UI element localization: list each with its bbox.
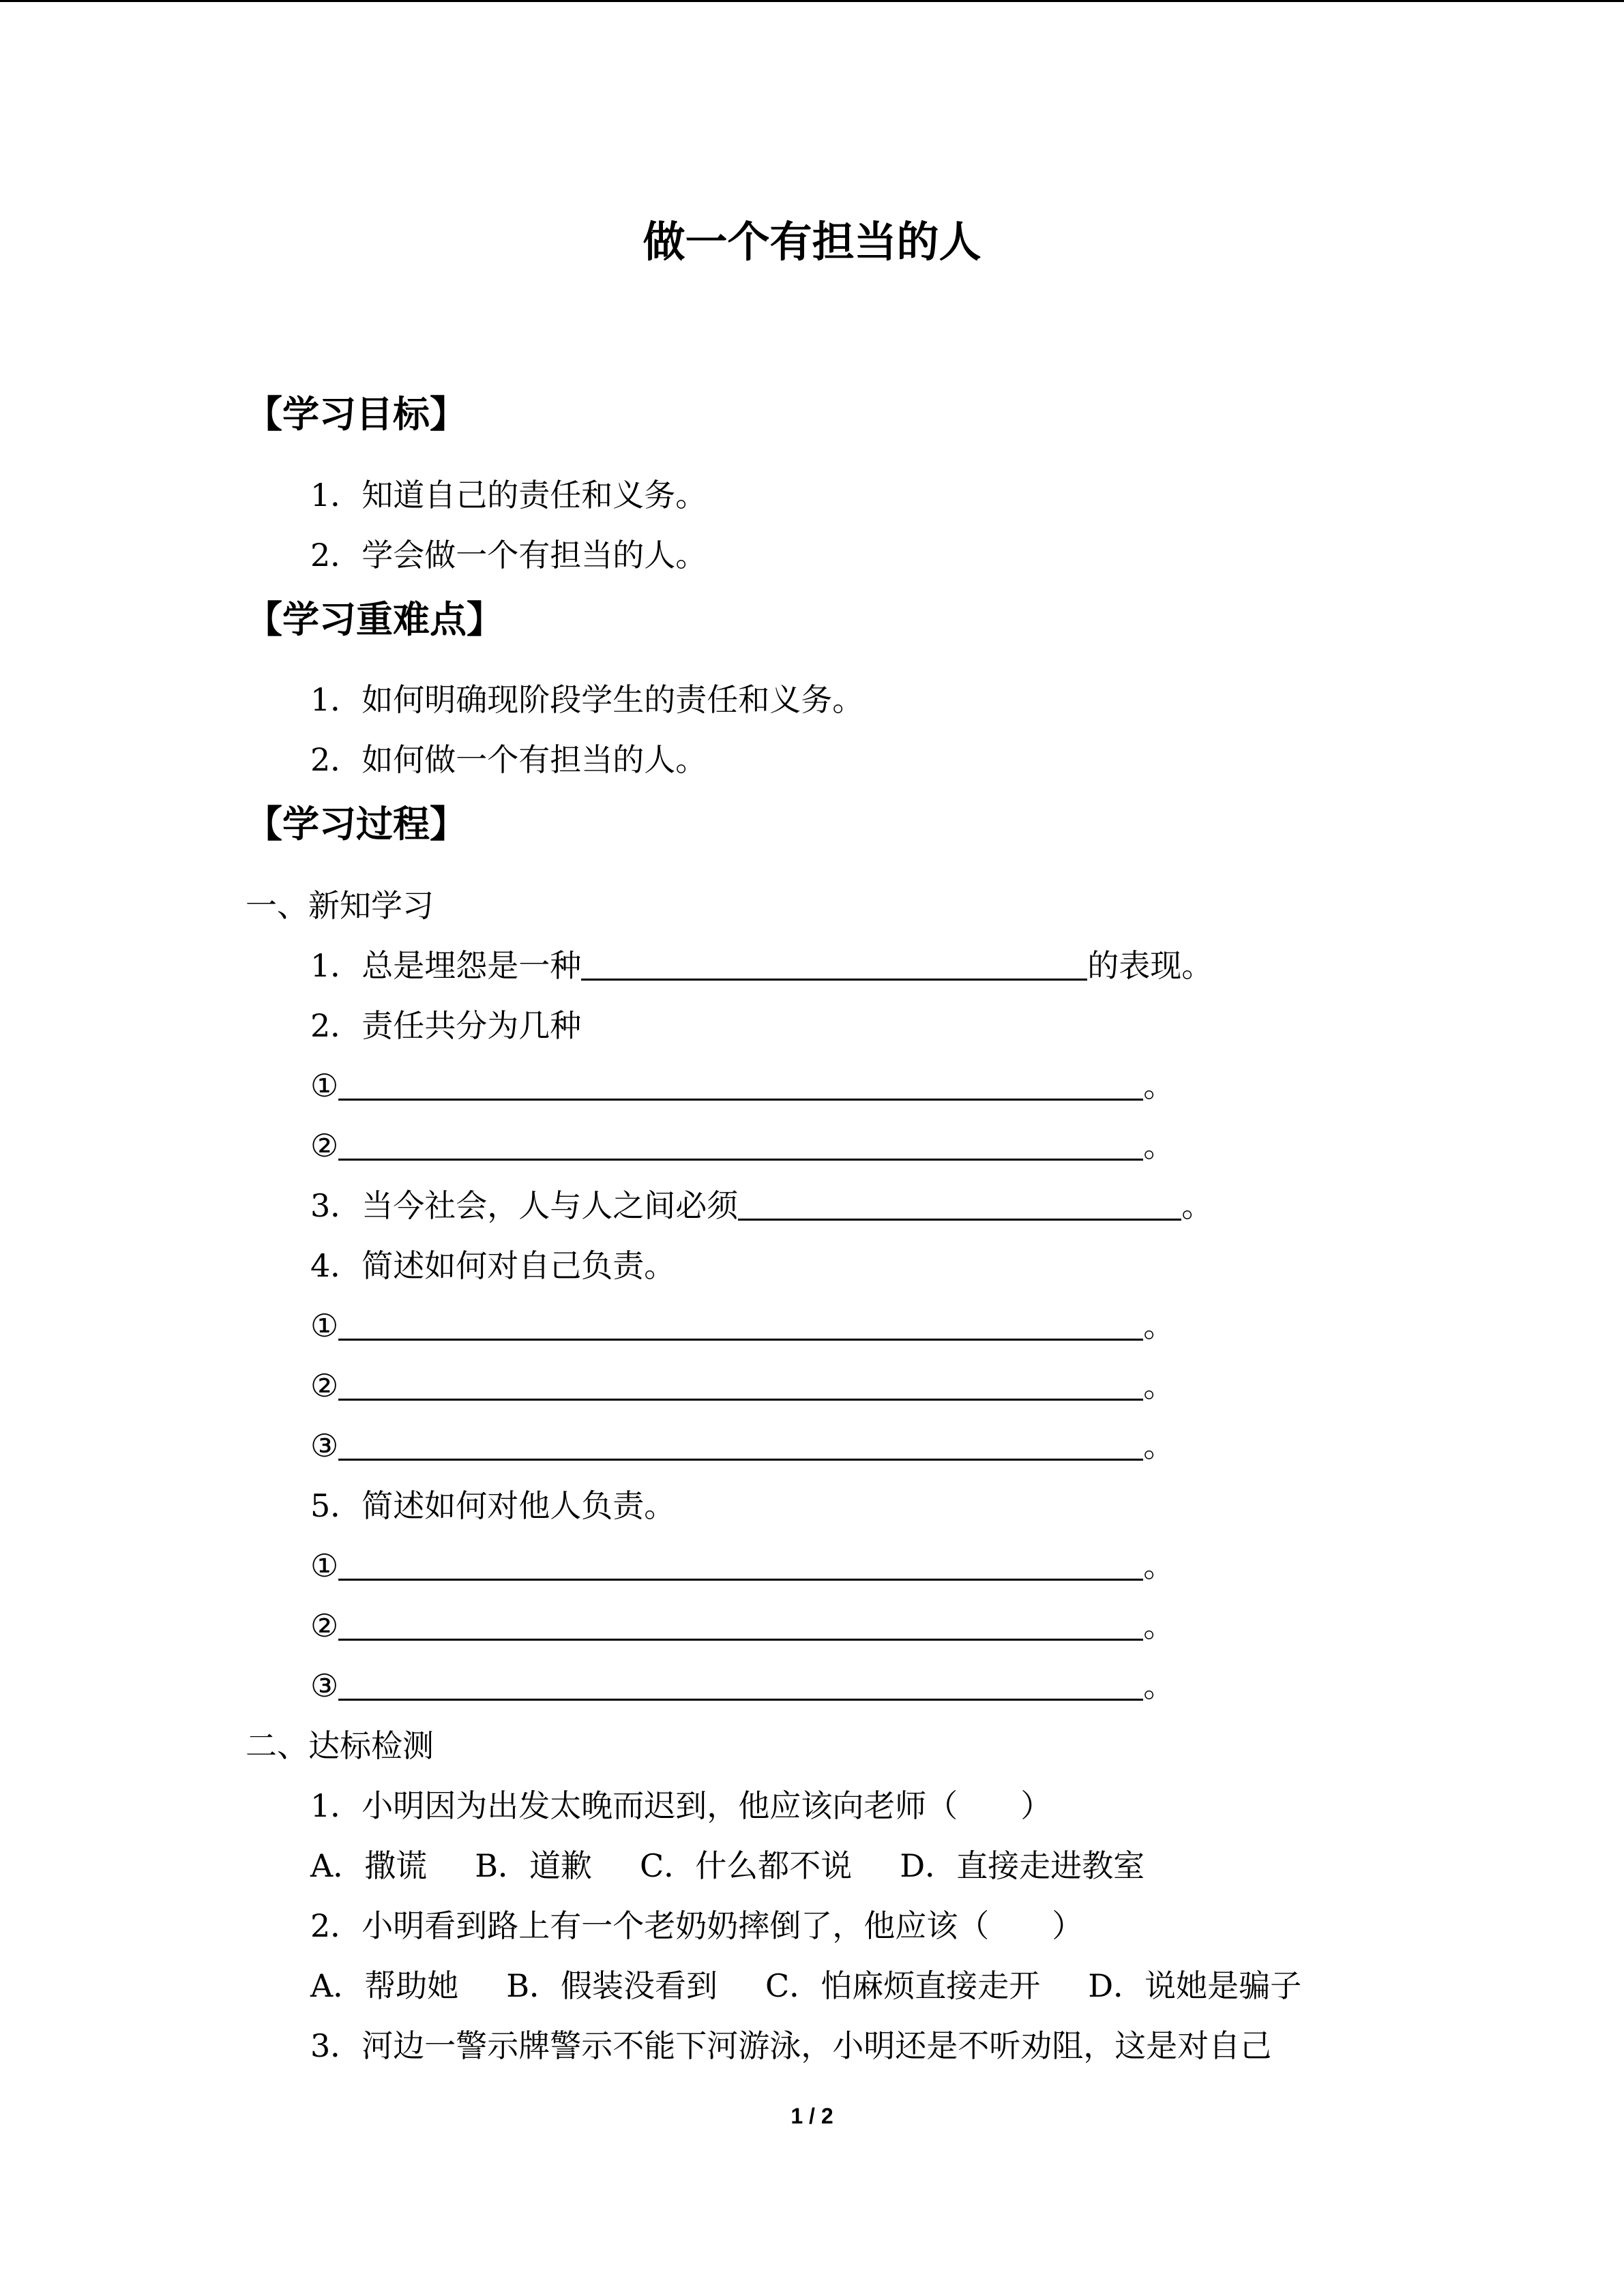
- answer-line: [310, 1661, 1175, 1706]
- answer-line: [310, 1301, 1175, 1346]
- period: 。: [1143, 1367, 1175, 1404]
- question-1: [310, 941, 1213, 986]
- option-c[interactable]: C．怕麻烦直接走开: [765, 1967, 1041, 2004]
- option-a[interactable]: A．撒谎: [310, 1847, 428, 1884]
- answer-blank[interactable]: [738, 1189, 1181, 1221]
- circled-marker: ②: [310, 1607, 339, 1644]
- question-3: [310, 1181, 1213, 1226]
- goal-item: 2．学会做一个有担当的人。: [310, 537, 707, 573]
- answer-line: [310, 1361, 1175, 1406]
- period: 。: [1143, 1127, 1175, 1164]
- page-number: 1 / 2: [791, 2104, 833, 2128]
- circled-marker: ②: [310, 1127, 339, 1164]
- question-1-suffix: 的表现。: [1087, 947, 1213, 984]
- answer-line: [310, 1121, 1175, 1166]
- top-border: [0, 0, 1624, 2]
- answer-blank[interactable]: [338, 1669, 1143, 1701]
- goal-item: 1．知道自己的责任和义务。: [310, 477, 707, 513]
- question-5: 5．简述如何对他人负责。: [310, 1487, 676, 1524]
- page-title: 做一个有担当的人: [643, 217, 981, 267]
- question-3-prefix: 3．当今社会，人与人之间必须: [310, 1187, 739, 1224]
- answer-line: [310, 1421, 1175, 1466]
- answer-blank[interactable]: [338, 1549, 1143, 1581]
- circled-marker: ①: [310, 1067, 339, 1104]
- question-3-suffix: 。: [1181, 1187, 1213, 1224]
- option-c[interactable]: C．什么都不说: [640, 1847, 853, 1884]
- keypoint-item: 2．如何做一个有担当的人。: [310, 741, 707, 778]
- keypoints-heading: 【学习重难点】: [246, 598, 503, 641]
- question-1-prefix: 1．总是埋怨是一种: [310, 947, 582, 984]
- period: 。: [1143, 1547, 1175, 1584]
- answer-line: [310, 1601, 1175, 1646]
- circled-marker: ②: [310, 1367, 339, 1404]
- question-2: 2．责任共分为几种: [310, 1007, 582, 1044]
- answer-blank[interactable]: [338, 1069, 1143, 1101]
- part1-label: 一、新知学习: [246, 887, 434, 924]
- mc-question-2: 2．小明看到路上有一个老奶奶摔倒了，他应该（ ）: [310, 1907, 1084, 1944]
- mc-question-3: 3．河边一警示牌警示不能下河游泳，小明还是不听劝阻，这是对自己: [310, 2027, 1272, 2064]
- mc-options-1: [310, 1841, 1145, 1886]
- circled-marker: ①: [310, 1307, 339, 1344]
- period: 。: [1143, 1667, 1175, 1704]
- answer-blank[interactable]: [581, 949, 1087, 981]
- period: 。: [1143, 1307, 1175, 1344]
- question-4: 4．简述如何对自己负责。: [310, 1247, 676, 1284]
- answer-blank[interactable]: [338, 1309, 1143, 1341]
- circled-marker: ①: [310, 1547, 339, 1584]
- option-b[interactable]: B．假装没看到: [506, 1967, 718, 2004]
- option-d[interactable]: D．直接走进教室: [900, 1847, 1145, 1884]
- answer-line: [310, 1541, 1175, 1586]
- answer-blank[interactable]: [338, 1609, 1143, 1641]
- answer-blank[interactable]: [338, 1429, 1143, 1461]
- option-b[interactable]: B．道歉: [475, 1847, 593, 1884]
- period: 。: [1143, 1607, 1175, 1644]
- process-heading: 【学习过程】: [246, 803, 467, 846]
- answer-blank[interactable]: [338, 1129, 1143, 1161]
- mc-options-2: [310, 1961, 1301, 2006]
- goals-heading: 【学习目标】: [246, 393, 467, 436]
- answer-blank[interactable]: [338, 1369, 1143, 1401]
- option-d[interactable]: D．说她是骗子: [1088, 1967, 1302, 2004]
- mc-question-1: 1．小明因为出发太晚而迟到，他应该向老师（ ）: [310, 1787, 1052, 1824]
- part2-label: 二、达标检测: [246, 1727, 434, 1764]
- answer-line: [310, 1061, 1175, 1106]
- option-a[interactable]: A．帮助她: [310, 1967, 459, 2004]
- period: 。: [1143, 1427, 1175, 1464]
- period: 。: [1143, 1067, 1175, 1104]
- circled-marker: ③: [310, 1427, 339, 1464]
- keypoint-item: 1．如何明确现阶段学生的责任和义务。: [310, 681, 864, 718]
- circled-marker: ③: [310, 1667, 339, 1704]
